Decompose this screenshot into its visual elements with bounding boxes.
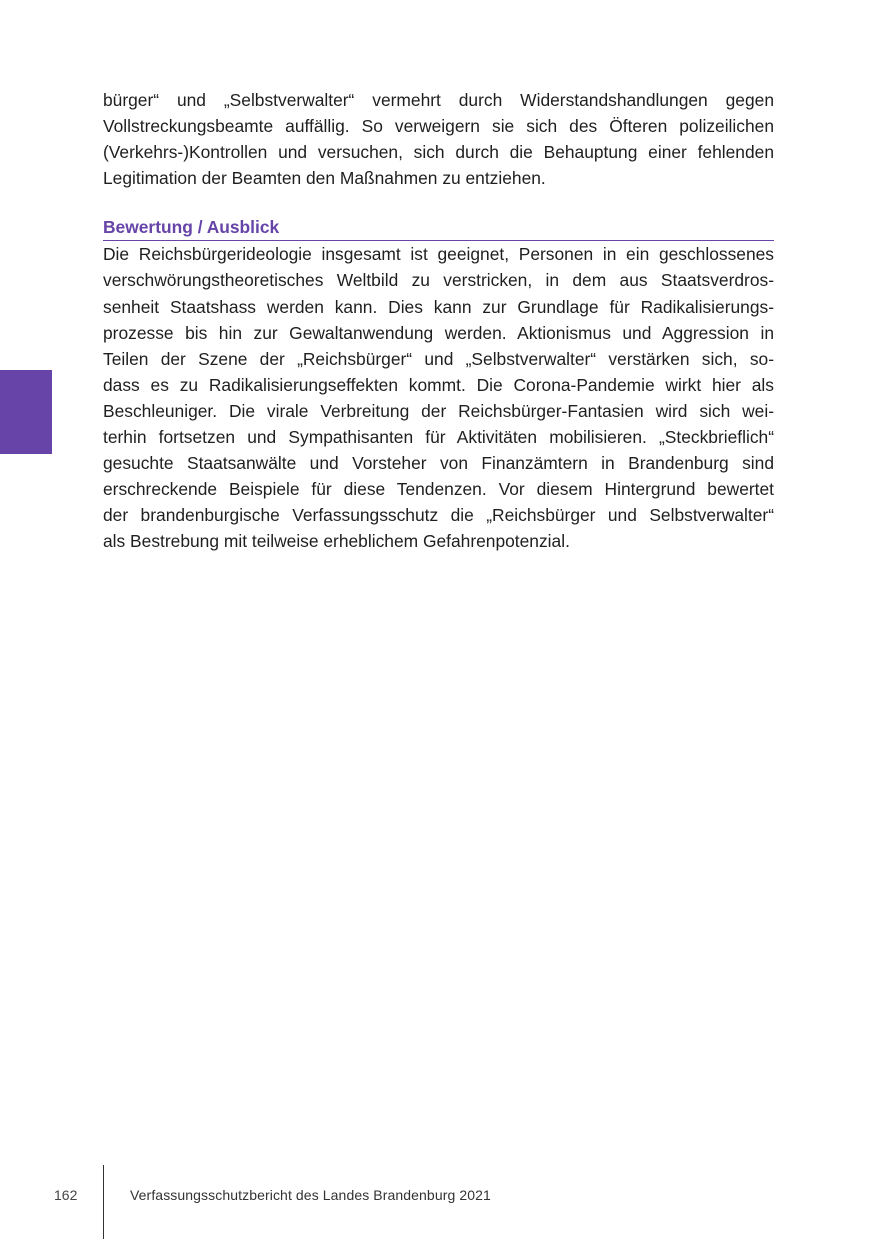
text-line: gesuchte Staatsanwälte und Vorsteher von Finanzämtern in Brandenburg sind	[103, 453, 774, 474]
text-line: verschwörungstheoretisches Weltbild zu verstricken, in dem aus Staatsverdros-	[103, 270, 774, 291]
text-line: Legitimation der Beamten den Maßnahmen zu entziehen.	[103, 168, 546, 189]
chapter-tab-marker	[0, 370, 52, 454]
text-line: dass es zu Radikalisierungseffekten kommt. Die Corona-Pandemie wirkt hier als	[103, 374, 774, 395]
text-line: erschreckende Beispiele für diese Tendenzen. Vor diesem Hintergrund bewertet	[103, 479, 774, 500]
footer-divider	[103, 1165, 104, 1239]
body-text	[103, 87, 774, 555]
text-line: senheit Staatshass werden kann. Dies kann zur Grundlage für Radikalisierungs-	[103, 296, 774, 317]
section-paragraph	[103, 241, 774, 554]
footer-title: Verfassungsschutzbericht des Landes Brandenburg 2021	[130, 1187, 491, 1203]
text-line: Beschleuniger. Die virale Verbreitung der Reichsbürger-Fantasien wird sich wei-	[103, 400, 774, 421]
text-line: (Verkehrs-)Kontrollen und versuchen, sich durch die Behauptung einer fehlenden	[103, 142, 774, 163]
text-line: der brandenburgische Verfassungsschutz die „Reichsbürger und Selbstverwalter“	[103, 505, 774, 526]
page-number: 162	[54, 1187, 78, 1203]
text-line: Teilen der Szene der „Reichsbürger“ und „Selbstverwalter“ verstärken sich, so-	[103, 348, 774, 369]
text-line: Vollstreckungsbeamte auffällig. So verweigern sie sich des Öfteren polizeilichen	[103, 116, 774, 137]
text-line: terhin fortsetzen und Sympathisanten für Aktivitäten mobilisieren. „Steckbrieflich“	[103, 427, 774, 448]
intro-paragraph	[103, 87, 774, 191]
text-line: als Bestrebung mit teilweise erheblichem Gefahrenpotenzial.	[103, 531, 570, 552]
section-heading: Bewertung / Ausblick	[103, 215, 774, 241]
text-line: Die Reichsbürgerideologie insgesamt ist geeignet, Personen in ein geschlossenes	[103, 244, 774, 265]
text-line: prozesse bis hin zur Gewaltanwendung werden. Aktionismus und Aggression in	[103, 322, 774, 343]
text-line: bürger“ und „Selbstverwalter“ vermehrt durch Widerstandshandlungen gegen	[103, 90, 774, 110]
